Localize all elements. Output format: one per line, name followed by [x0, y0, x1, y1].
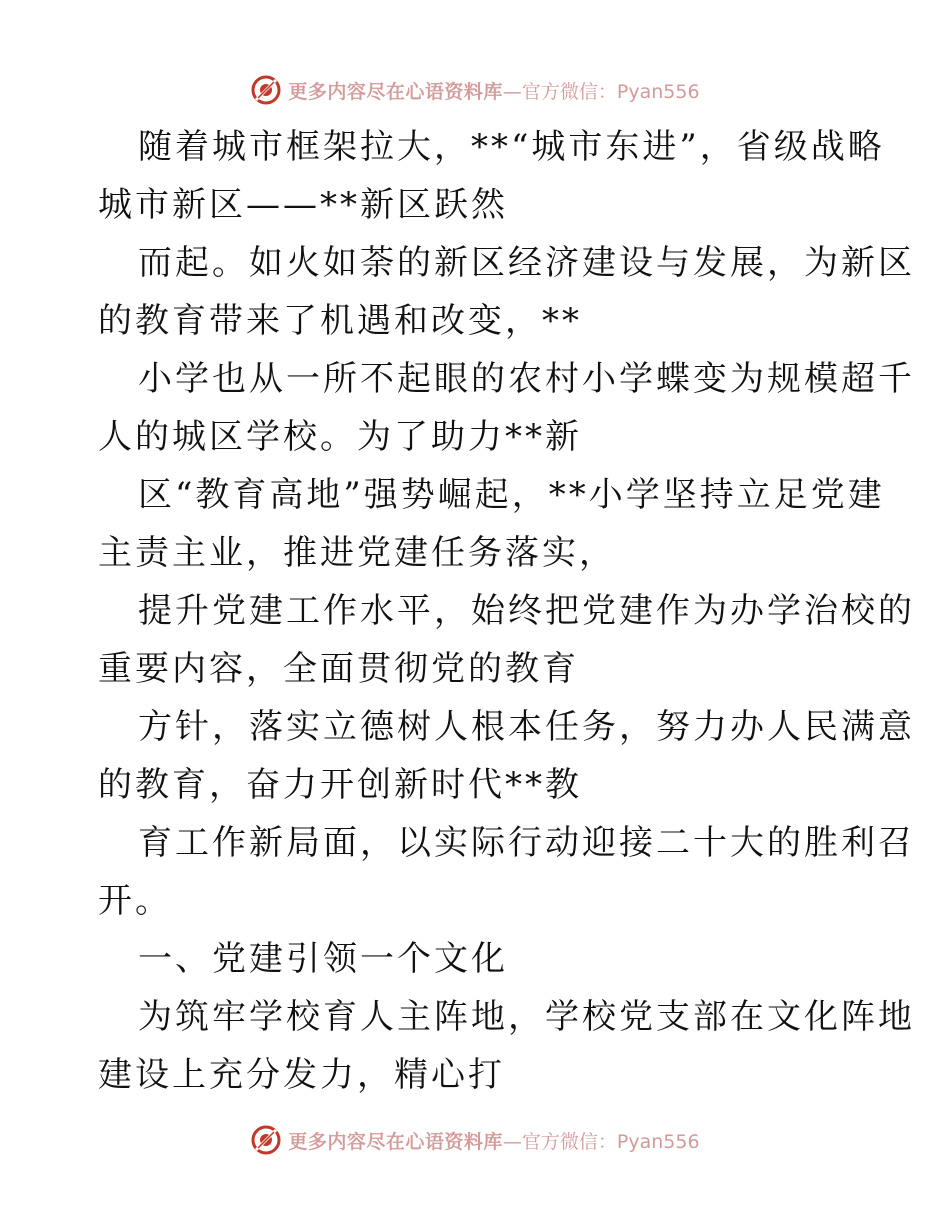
banner-main-text: 更多内容尽在心语资料库 [288, 80, 503, 103]
footer-banner [0, 1120, 950, 1160]
paragraph-line: 随着城市框架拉大，**“城市东进”，省级战略 [138, 127, 885, 167]
paragraph-line: 重要内容，全面贯彻党的教育 [98, 649, 579, 689]
paragraph-line: 的教育带来了机遇和改变，** [98, 301, 582, 341]
paragraph-line: 人的城区学校。为了助力**新 [98, 417, 582, 457]
paragraph-line: 建设上充分发力，精心打 [98, 1055, 505, 1095]
paragraph-line: 提升党建工作水平，始终把党建作为办学治校的 [138, 591, 915, 631]
header-banner [0, 70, 950, 110]
paragraph-line: 开。 [98, 881, 172, 921]
paragraph-line: 而起。如火如荼的新区经济建设与发展，为新区 [138, 243, 915, 283]
paragraph-line: 的教育，奋力开创新时代**教 [98, 765, 582, 805]
banner-wechat-text: —官方微信：Pyan556 [502, 1130, 700, 1153]
paragraph-line: 方针，落实立德树人根本任务，努力办人民满意 [138, 707, 915, 747]
paragraph-line: 为筑牢学校育人主阵地，学校党支部在文化阵地 [138, 997, 915, 1037]
logo-icon [250, 74, 282, 106]
section-heading: 一、党建引领一个文化 [138, 939, 508, 979]
banner-wechat-text: —官方微信：Pyan556 [502, 80, 700, 103]
banner-main-text: 更多内容尽在心语资料库 [288, 1130, 503, 1153]
paragraph-line: 育工作新局面，以实际行动迎接二十大的胜利召 [138, 823, 915, 863]
paragraph-line: 小学也从一所不起眼的农村小学蝶变为规模超千 [138, 359, 915, 399]
logo-icon [250, 1124, 282, 1156]
paragraph-line: 城市新区——**新区跃然 [98, 185, 508, 225]
document-body [98, 118, 915, 1104]
paragraph-line: 主责主业，推进党建任务落实， [98, 533, 616, 573]
paragraph-line: 区“教育高地”强势崛起，**小学坚持立足党建 [138, 475, 885, 515]
